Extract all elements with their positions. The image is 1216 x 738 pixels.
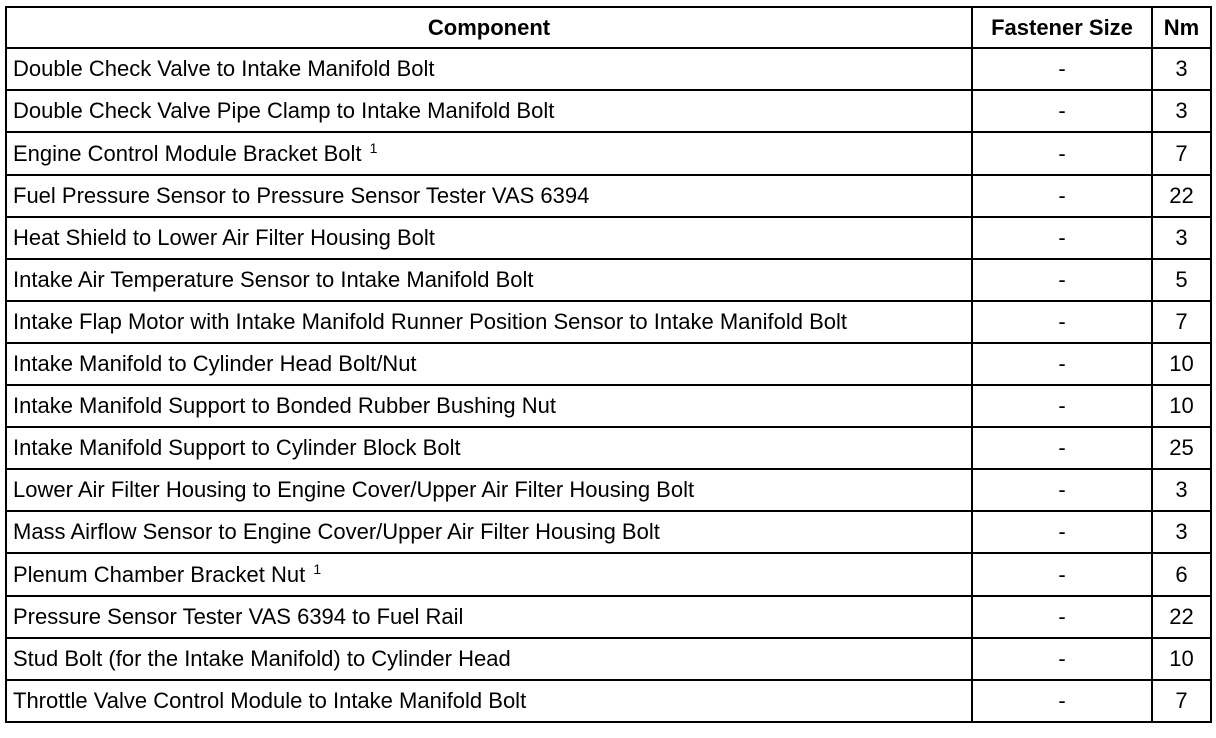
table-body bbox=[6, 48, 1211, 722]
table-row bbox=[6, 175, 1211, 217]
fastener-size-cell: - bbox=[972, 217, 1152, 259]
torque-nm-cell: 25 bbox=[1152, 427, 1211, 469]
component-name: Fuel Pressure Sensor to Pressure Sensor Tester VAS 6394 bbox=[13, 183, 590, 208]
torque-nm-cell: 3 bbox=[1152, 217, 1211, 259]
fastener-size-cell: - bbox=[972, 385, 1152, 427]
table-row bbox=[6, 90, 1211, 132]
column-header-nm: Nm bbox=[1152, 7, 1211, 48]
component-cell bbox=[6, 553, 972, 596]
torque-nm-cell: 7 bbox=[1152, 680, 1211, 722]
torque-nm-cell: 22 bbox=[1152, 596, 1211, 638]
component-cell bbox=[6, 469, 972, 511]
torque-nm-cell: 10 bbox=[1152, 385, 1211, 427]
component-name: Intake Manifold Support to Bonded Rubber Bushing Nut bbox=[13, 393, 557, 418]
component-cell bbox=[6, 217, 972, 259]
torque-nm-cell: 5 bbox=[1152, 259, 1211, 301]
component-name: Heat Shield to Lower Air Filter Housing Bolt bbox=[13, 225, 435, 250]
table-row bbox=[6, 511, 1211, 553]
component-cell bbox=[6, 385, 972, 427]
table-row bbox=[6, 301, 1211, 343]
fastener-size-cell: - bbox=[972, 511, 1152, 553]
torque-specifications-table bbox=[5, 6, 1212, 723]
fastener-size-cell: - bbox=[972, 469, 1152, 511]
torque-nm-cell: 22 bbox=[1152, 175, 1211, 217]
fastener-size-cell: - bbox=[972, 596, 1152, 638]
fastener-size-cell: - bbox=[972, 553, 1152, 596]
fastener-size-cell: - bbox=[972, 680, 1152, 722]
torque-nm-cell: 3 bbox=[1152, 469, 1211, 511]
component-name: Pressure Sensor Tester VAS 6394 to Fuel Rail bbox=[13, 604, 464, 629]
component-name: Plenum Chamber Bracket Nut bbox=[13, 561, 306, 587]
table-row bbox=[6, 638, 1211, 680]
component-cell bbox=[6, 48, 972, 90]
fastener-size-cell: - bbox=[972, 90, 1152, 132]
component-cell bbox=[6, 427, 972, 469]
component-name: Intake Flap Motor with Intake Manifold Runner Position Sensor to Intake Manifold Bolt bbox=[13, 309, 847, 334]
component-cell bbox=[6, 301, 972, 343]
component-name: Intake Manifold Support to Cylinder Block Bolt bbox=[13, 435, 461, 460]
component-name: Double Check Valve to Intake Manifold Bolt bbox=[13, 56, 435, 81]
fastener-size-cell: - bbox=[972, 427, 1152, 469]
table-row bbox=[6, 48, 1211, 90]
fastener-size-cell: - bbox=[972, 343, 1152, 385]
component-cell bbox=[6, 638, 972, 680]
torque-nm-cell: 7 bbox=[1152, 132, 1211, 175]
component-name: Intake Air Temperature Sensor to Intake Manifold Bolt bbox=[13, 267, 534, 292]
component-name: Intake Manifold to Cylinder Head Bolt/Nut bbox=[13, 351, 417, 376]
component-cell bbox=[6, 132, 972, 175]
component-name: Double Check Valve Pipe Clamp to Intake Manifold Bolt bbox=[13, 98, 555, 123]
footnote-marker: 1 bbox=[313, 560, 322, 577]
component-cell bbox=[6, 511, 972, 553]
component-name: Throttle Valve Control Module to Intake Manifold Bolt bbox=[13, 688, 527, 713]
table-row bbox=[6, 427, 1211, 469]
torque-nm-cell: 7 bbox=[1152, 301, 1211, 343]
column-header-fastener-size: Fastener Size bbox=[972, 7, 1152, 48]
table-row bbox=[6, 343, 1211, 385]
fastener-size-cell: - bbox=[972, 259, 1152, 301]
torque-nm-cell: 3 bbox=[1152, 48, 1211, 90]
component-cell bbox=[6, 90, 972, 132]
component-name: Lower Air Filter Housing to Engine Cover/Upper Air Filter Housing Bolt bbox=[13, 477, 695, 502]
torque-nm-cell: 10 bbox=[1152, 638, 1211, 680]
fastener-size-cell: - bbox=[972, 175, 1152, 217]
torque-nm-cell: 10 bbox=[1152, 343, 1211, 385]
component-cell bbox=[6, 680, 972, 722]
column-header-component: Component bbox=[6, 7, 972, 48]
torque-nm-cell: 3 bbox=[1152, 511, 1211, 553]
component-cell bbox=[6, 343, 972, 385]
footnote-marker: 1 bbox=[369, 139, 378, 156]
table-row bbox=[6, 469, 1211, 511]
component-name: Mass Airflow Sensor to Engine Cover/Upper Air Filter Housing Bolt bbox=[13, 519, 660, 544]
table-row bbox=[6, 596, 1211, 638]
table-row bbox=[6, 217, 1211, 259]
table-row bbox=[6, 553, 1211, 596]
table-row bbox=[6, 680, 1211, 722]
fastener-size-cell: - bbox=[972, 132, 1152, 175]
component-name: Stud Bolt (for the Intake Manifold) to Cylinder Head bbox=[13, 646, 511, 671]
component-name: Engine Control Module Bracket Bolt bbox=[13, 140, 362, 166]
table-row bbox=[6, 132, 1211, 175]
component-cell bbox=[6, 259, 972, 301]
table-row bbox=[6, 259, 1211, 301]
fastener-size-cell: - bbox=[972, 48, 1152, 90]
fastener-size-cell: - bbox=[972, 301, 1152, 343]
torque-nm-cell: 3 bbox=[1152, 90, 1211, 132]
component-cell bbox=[6, 175, 972, 217]
torque-nm-cell: 6 bbox=[1152, 553, 1211, 596]
fastener-size-cell: - bbox=[972, 638, 1152, 680]
table-header bbox=[6, 7, 1211, 48]
component-cell bbox=[6, 596, 972, 638]
header-row bbox=[6, 7, 1211, 48]
table-row bbox=[6, 385, 1211, 427]
